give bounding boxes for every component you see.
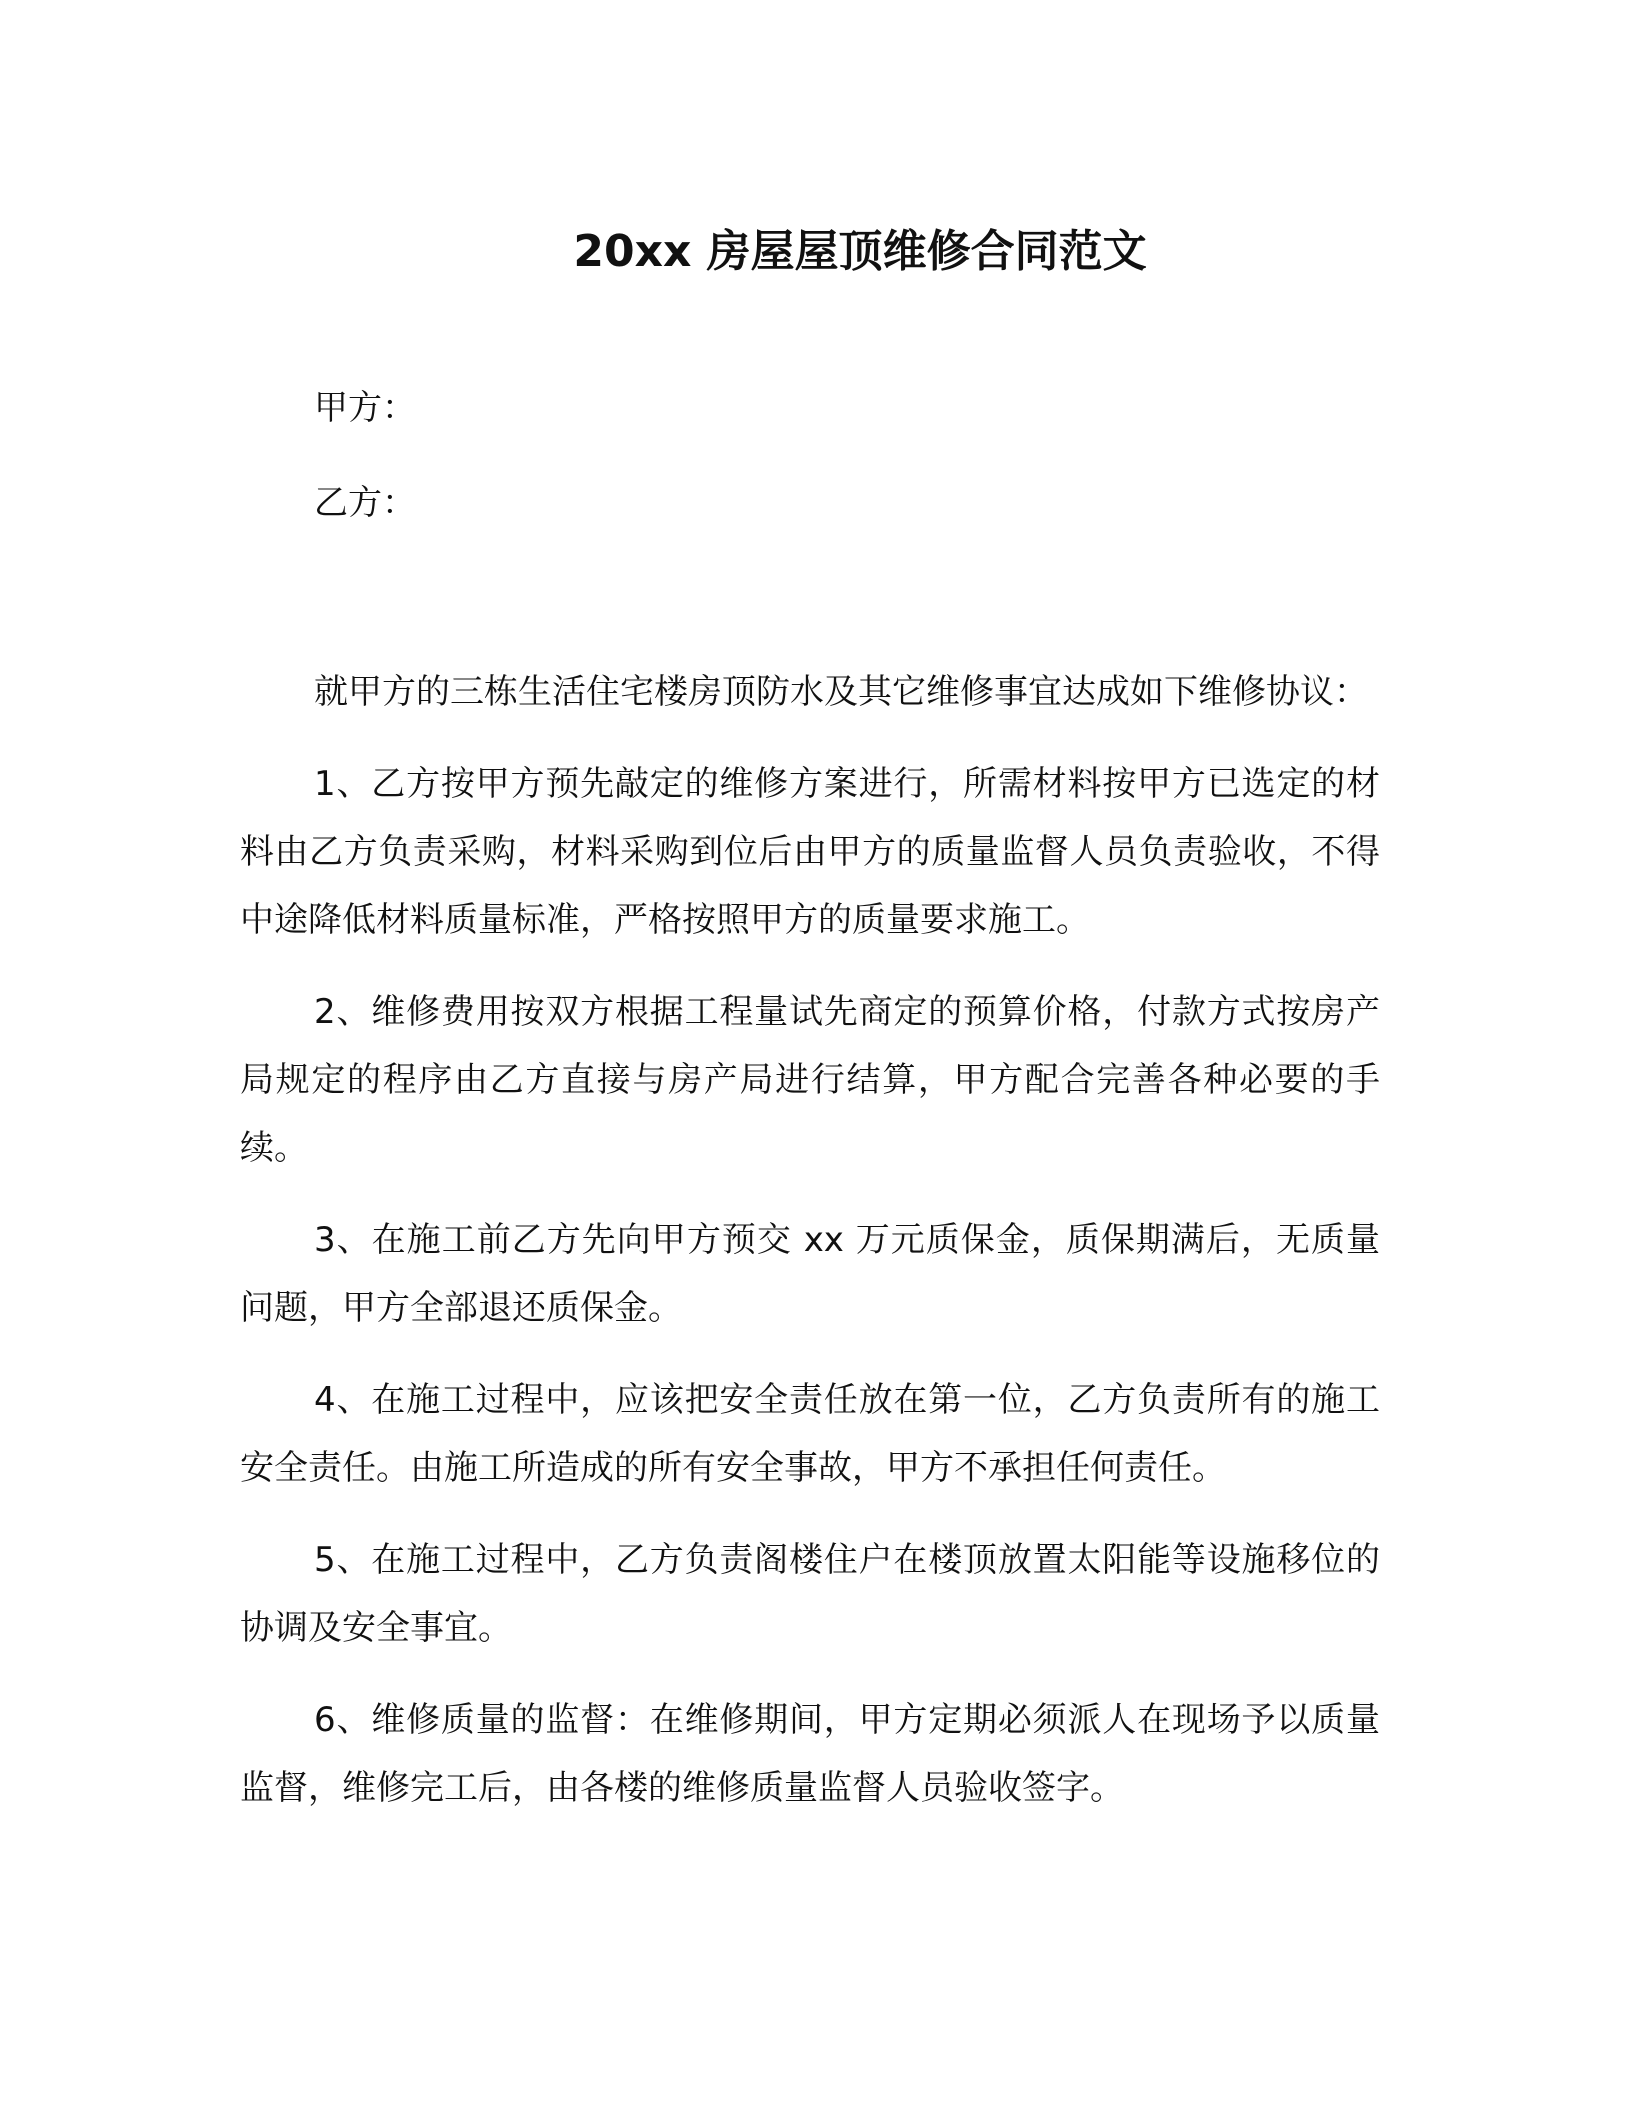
intro-paragraph: 就甲方的三栋生活住宅楼房顶防水及其它维修事宜达成如下维修协议： [314, 672, 1368, 712]
document-title: 20xx 房屋屋顶维修合同范文 [573, 226, 1147, 277]
contract-body [240, 658, 1380, 1846]
clause-3: 3、在施工前乙方先向甲方预交 xx 万元质保金，质保期满后，无质量问题，甲方全部退还质保金。 [240, 1220, 1380, 1328]
party-b-label: 乙方： [314, 483, 416, 523]
clause-5: 5、在施工过程中，乙方负责阁楼住户在楼顶放置太阳能等设施移位的协调及安全事宜。 [240, 1540, 1380, 1648]
party-a-label: 甲方： [314, 388, 416, 428]
clause-2: 2、维修费用按双方根据工程量试先商定的预算价格，付款方式按房产局规定的程序由乙方直接与房产局进行结算，甲方配合完善各种必要的手续。 [240, 992, 1380, 1168]
clause-6: 6、维修质量的监督：在维修期间，甲方定期必须派人在现场予以质量监督，维修完工后，由各楼的维修质量监督人员验收签字。 [240, 1700, 1380, 1808]
clause-4: 4、在施工过程中，应该把安全责任放在第一位，乙方负责所有的施工安全责任。由施工所造成的所有安全事故，甲方不承担任何责任。 [240, 1380, 1380, 1488]
clause-1: 1、乙方按甲方预先敲定的维修方案进行，所需材料按甲方已选定的材料由乙方负责采购，材料采购到位后由甲方的质量监督人员负责验收，不得中途降低材料质量标准，严格按照甲方的质量要求施工。 [240, 764, 1380, 940]
